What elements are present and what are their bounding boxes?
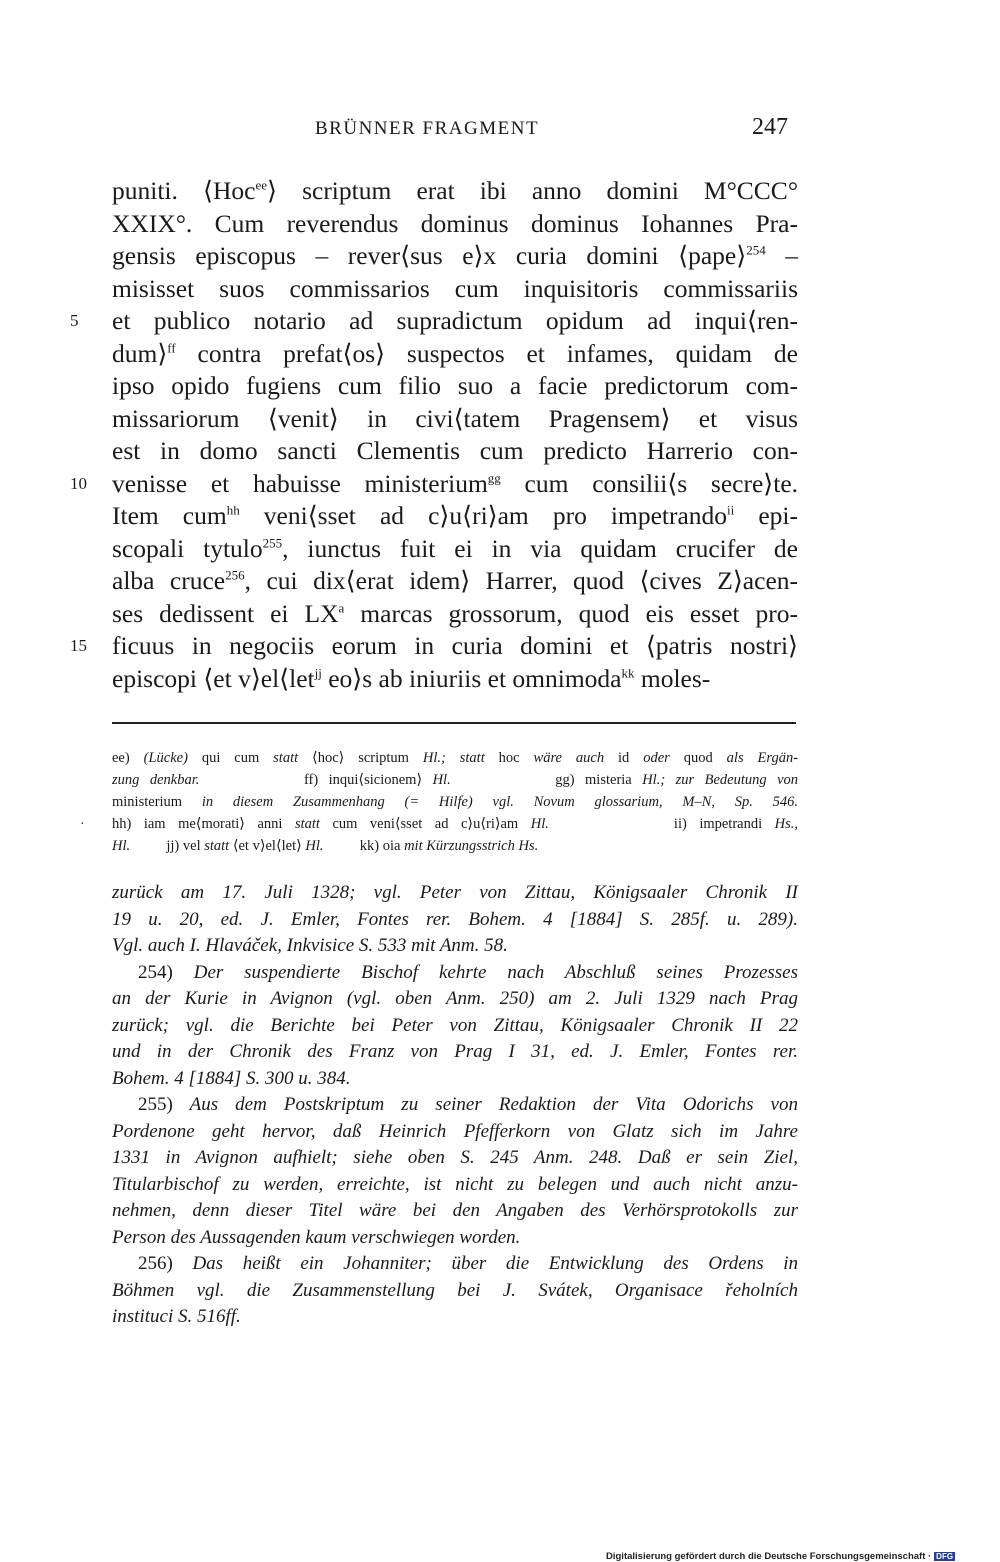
note-line <box>112 960 798 987</box>
text-line <box>112 500 798 533</box>
note-line <box>112 1304 798 1331</box>
text-segment: gensis episcopus – rever⟨sus e⟩x curia domini ⟨pape⟩ <box>112 241 747 270</box>
text-line <box>112 403 798 436</box>
line-number: 10 <box>70 473 87 493</box>
text-segment: Titularbischof zu werden, erreichte, ist nicht zu belegen und auch nicht anzu- <box>112 1173 798 1195</box>
note-line <box>112 1198 798 1225</box>
text-segment: ⟩ scriptum erat ibi anno domini M°CCC° <box>267 176 799 205</box>
note-line <box>112 1092 798 1119</box>
text-line <box>70 630 798 663</box>
text-segment: puniti. ⟨Hoc <box>112 176 256 205</box>
note-line <box>112 1039 798 1066</box>
text-segment: und in der Chronik des Franz von Prag I 31, ed. J. Emler, Fontes rer. <box>112 1041 798 1062</box>
text-segment: et publico notario ad supradictum opidum ad inqui⟨ren- <box>112 306 798 335</box>
text-segment: Das heißt ein Johanniter; über die Entwicklung des Ordens in <box>172 1253 798 1274</box>
text-line <box>112 240 798 273</box>
text-segment: jj) vel <box>130 838 205 854</box>
critical-apparatus <box>112 747 798 857</box>
text-line <box>112 273 798 306</box>
text-segment: , iunctus fuit ei in via quidam crucifer de <box>282 533 798 563</box>
text-segment: quod <box>669 750 727 766</box>
line-number: 15 <box>70 636 87 655</box>
text-segment: nehmen, denn dieser Titel wäre bei den Angaben des Verhörsprotokolls zur <box>112 1200 798 1221</box>
text-line <box>112 435 798 468</box>
note-marker: ii <box>727 502 735 518</box>
text-segment: Item cum <box>112 501 227 530</box>
text-segment: gg) misteria <box>450 772 643 788</box>
text-line <box>70 305 798 338</box>
text-segment: ee) <box>112 750 144 766</box>
note-marker: jj <box>314 665 322 680</box>
text-segment: statt <box>273 750 299 766</box>
running-head-title: BRÜNNER FRAGMENT <box>315 118 540 139</box>
text-segment: zung denkbar. <box>112 772 200 788</box>
note-marker: 256 <box>225 567 245 583</box>
text-segment: ff) inqui⟨sicionem⟩ <box>199 772 433 788</box>
note-marker: 255 <box>262 535 283 550</box>
text-segment: instituci S. 516ff. <box>112 1306 241 1327</box>
text-segment: Hl.; statt <box>422 750 485 766</box>
text-segment: statt <box>204 838 230 854</box>
footer-text: Digitalisierung gefördert durch die Deutsche Forschungsgemeinschaft · <box>606 1551 932 1562</box>
text-segment: marcas grossorum, quod eis esset pro- <box>344 598 799 628</box>
text-segment: oder <box>643 750 670 766</box>
text-segment: cum consilii⟨s secre⟩te. <box>500 468 799 498</box>
note-line <box>112 907 798 934</box>
note-marker: kk <box>621 665 635 680</box>
text-segment: Hl. <box>530 816 549 832</box>
text-segment: eo⟩s ab iniuriis et omnimoda <box>321 663 622 693</box>
text-segment: dum⟩ <box>112 338 168 368</box>
text-segment: hh) iam me⟨morati⟩ anni <box>112 816 295 832</box>
text-segment: ⟨hoc⟩ scriptum <box>298 750 423 766</box>
text-segment: – <box>765 241 798 270</box>
note-marker: a <box>338 600 345 615</box>
text-segment: misisset suos commissarios cum inquisitoris commissariis <box>112 273 798 303</box>
text-segment: als Ergän- <box>726 750 799 766</box>
text-line <box>112 175 798 208</box>
text-segment: ficuus in negociis eorum in curia domini et ⟨patris nostri⟩ <box>112 631 798 660</box>
apparatus-line <box>112 835 798 857</box>
text-segment: ministerium <box>112 794 202 810</box>
text-segment: episcopi ⟨et v⟩el⟨let <box>112 663 315 693</box>
text-segment: zurück am 17. Juli 1328; vgl. Peter von Zittau, Königsaaler Chronik II <box>112 882 798 903</box>
text-line <box>112 565 798 598</box>
text-segment: Vgl. auch I. Hlaváček, Inkvisice S. 533 mit Anm. 58. <box>112 935 508 956</box>
text-segment: XXIX°. Cum reverendus dominus dominus Iohannes Pra- <box>112 208 798 238</box>
text-segment: ii) impetrandi <box>548 816 775 832</box>
text-segment: cum veni⟨sset ad c⟩u⟨ri⟩am <box>319 816 531 832</box>
text-line <box>112 208 798 241</box>
text-segment: mit Kürzungsstrich Hs. <box>404 838 539 854</box>
text-segment: Pordenone geht hervor, daß Heinrich Pfefferkorn von Glatz sich im Jahre <box>112 1120 798 1142</box>
text-segment: alba cruce <box>112 566 226 595</box>
text-segment: 1331 in Avignon aufhielt; siehe oben S. 245 Anm. 248. Daß er sein Ziel, <box>112 1147 798 1168</box>
text-segment: in diesem Zusammenhang (= Hilfe) vgl. Novum glossarium, M–N, Sp. 546. <box>201 794 798 810</box>
commentary-notes <box>112 880 798 1331</box>
apparatus-line <box>112 813 798 835</box>
text-line <box>112 338 798 371</box>
note-line <box>112 1278 798 1305</box>
note-line <box>112 986 798 1013</box>
text-segment: Bohem. 4 [1884] S. 300 u. 384. <box>112 1067 351 1089</box>
footnote-rule <box>112 722 796 724</box>
text-segment: ipso opido fugiens cum filio suo a facie predictorum com- <box>112 371 798 400</box>
text-segment: epi- <box>734 501 799 530</box>
text-segment: Hl. <box>432 772 451 788</box>
text-line <box>112 598 798 631</box>
apparatus-line <box>112 791 798 813</box>
margin-mark: · <box>80 817 85 832</box>
note-line <box>112 1225 798 1252</box>
note-marker: 254 <box>746 242 766 258</box>
text-segment: veni⟨sset ad c⟩u⟨ri⟩am pro impetrando <box>239 501 728 530</box>
note-line <box>112 880 798 907</box>
note-line <box>112 1013 798 1040</box>
note-marker: ff <box>167 340 176 355</box>
text-segment: Hl. <box>305 838 324 854</box>
text-segment: Hl.; zur Bedeutung von <box>642 772 799 788</box>
text-segment: Aus dem Postskriptum zu seiner Redaktion der Vita Odorichs von <box>172 1094 798 1115</box>
note-marker: hh <box>226 502 240 518</box>
text-segment: kk) oia <box>323 838 405 854</box>
note-marker: gg <box>487 470 501 485</box>
text-segment: 256) <box>138 1253 173 1274</box>
digitization-footer <box>606 1551 955 1562</box>
text-segment: Hl. <box>112 838 131 854</box>
main-text <box>70 175 799 695</box>
apparatus-line <box>112 747 798 769</box>
text-segment: hoc <box>484 750 534 766</box>
note-marker: ee <box>255 177 267 193</box>
note-line <box>112 933 798 960</box>
note-line <box>112 1119 798 1146</box>
apparatus-line <box>112 769 798 791</box>
note-line <box>112 1145 798 1172</box>
note-line <box>112 1172 798 1199</box>
note-line <box>112 1066 798 1093</box>
text-segment: zurück; vgl. die Berichte bei Peter von Zittau, Königsaaler Chronik II 22 <box>112 1014 798 1036</box>
text-line <box>112 663 798 696</box>
text-segment: contra prefat⟨os⟩ suspectos et infames, quidam de <box>175 338 798 368</box>
text-segment: id <box>604 750 644 766</box>
text-segment: an der Kurie in Avignon (vgl. oben Anm. 250) am 2. Juli 1329 nach Prag <box>112 988 798 1009</box>
text-segment: missariorum ⟨venit⟩ in civi⟨tatem Pragensem⟩ et visus <box>112 403 798 433</box>
text-segment: 255) <box>138 1094 173 1115</box>
text-segment: Hs., <box>774 816 799 832</box>
text-segment: , cui dix⟨erat idem⟩ Harrer, quod ⟨cives Z⟩acen- <box>244 566 799 595</box>
text-segment: (Lücke) <box>143 750 188 766</box>
dfg-logo: DFG <box>936 1552 954 1561</box>
text-segment: 254) <box>138 961 173 983</box>
text-segment: est in domo sancti Clementis cum predicto Harrerio con- <box>112 436 798 465</box>
text-segment: Der suspendierte Bischof kehrte nach Abschluß seines Prozesses <box>172 961 798 983</box>
text-line <box>112 370 798 403</box>
text-segment: wäre auch <box>533 750 605 766</box>
text-segment: statt <box>294 816 320 832</box>
text-segment: Böhmen vgl. die Zusammenstellung bei J. Svátek, Organisace řeholních <box>112 1279 798 1301</box>
text-segment: ses dedissent ei LX <box>112 598 339 628</box>
text-segment: ⟨et v⟩el⟨let⟩ <box>229 838 306 854</box>
text-line <box>112 533 798 566</box>
text-segment: scopali tytulo <box>112 533 263 563</box>
page-number: 247 <box>752 114 788 140</box>
note-line <box>112 1251 798 1278</box>
line-number: 5 <box>70 311 79 330</box>
text-segment: qui cum <box>187 750 274 766</box>
text-segment: venisse et habuisse ministerium <box>112 468 488 498</box>
text-line <box>70 468 799 501</box>
text-segment: Person des Aussagenden kaum verschwiegen worden. <box>112 1226 521 1248</box>
text-segment: 19 u. 20, ed. J. Emler, Fontes rer. Bohem. 4 [1884] S. 285f. u. 289). <box>112 908 798 930</box>
text-segment: moles- <box>634 663 711 693</box>
